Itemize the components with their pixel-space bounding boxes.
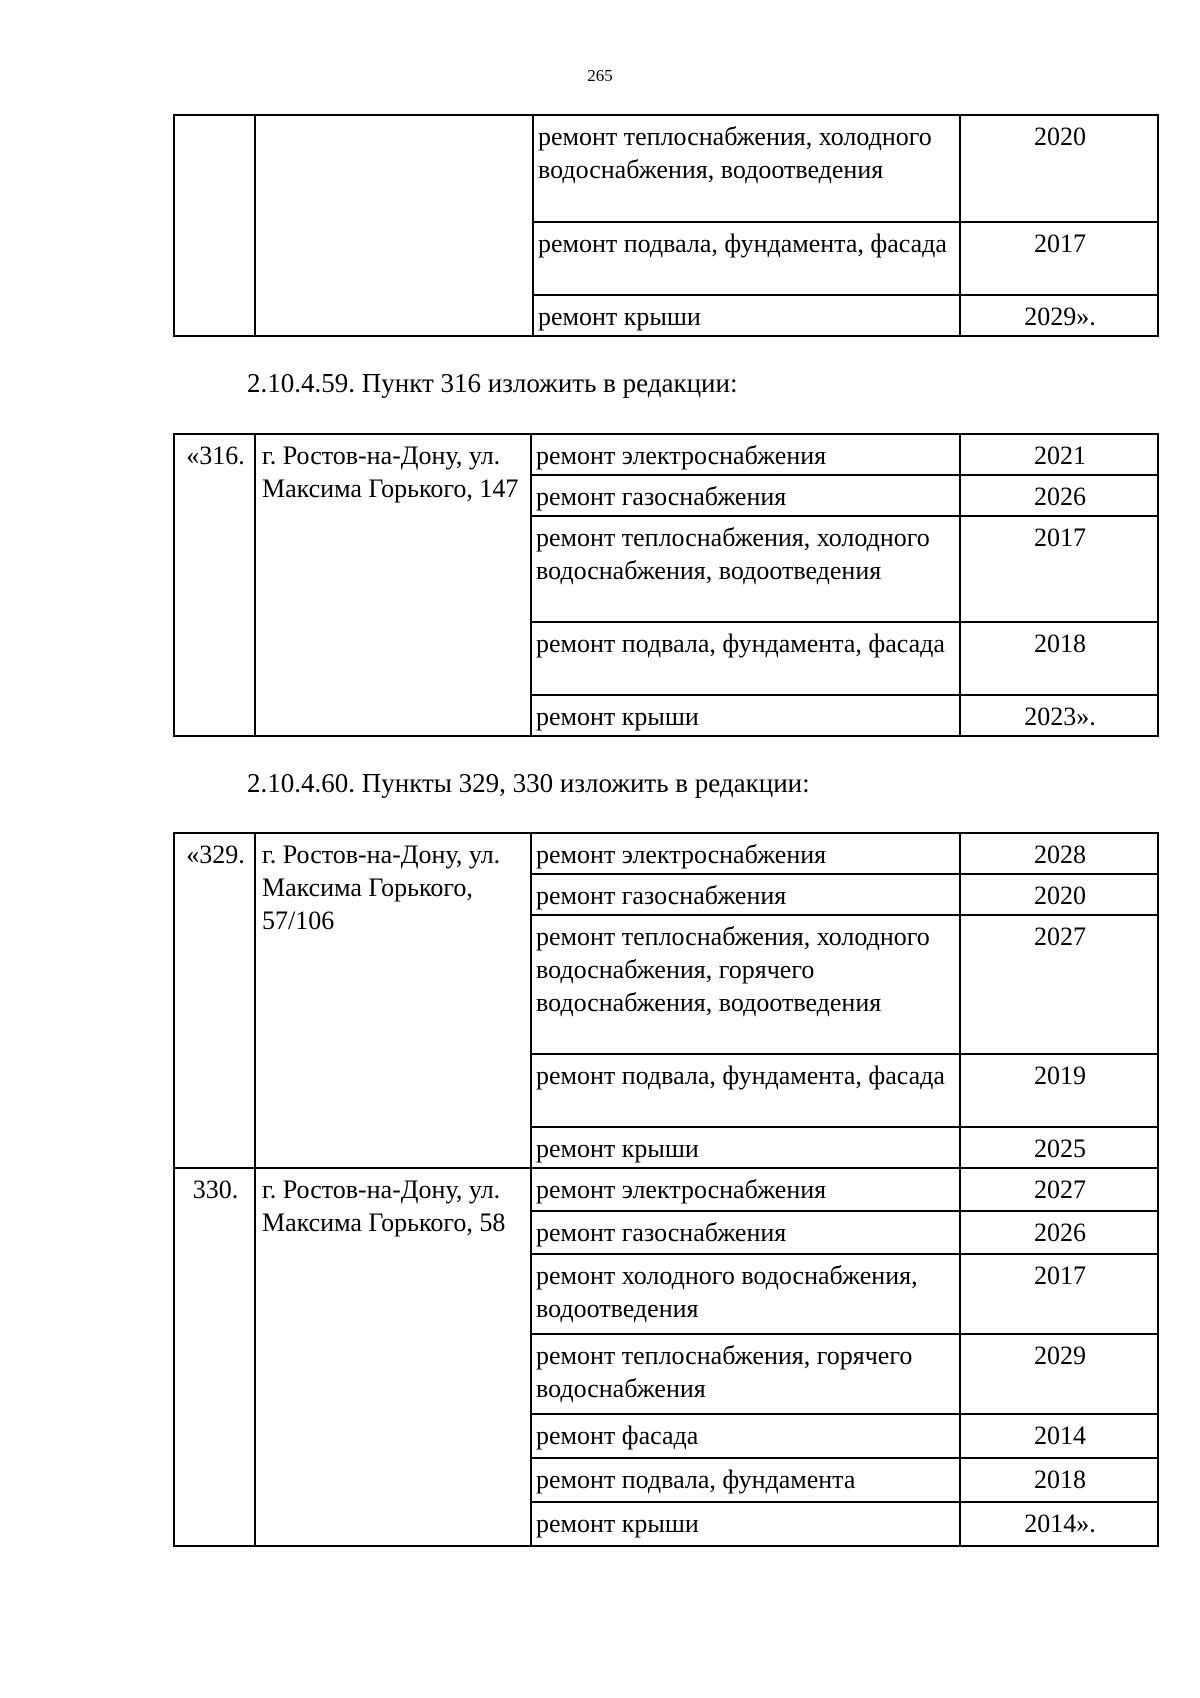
continuation-table xyxy=(173,114,1159,337)
work-cell: ремонт крыши xyxy=(531,1127,960,1168)
number-cell: «316. xyxy=(174,434,255,736)
work-cell: ремонт газоснабжения xyxy=(531,874,960,915)
year-cell: 2023». xyxy=(960,695,1158,736)
work-cell: ремонт фасада xyxy=(531,1414,960,1458)
work-cell: ремонт подвала, фундамента, фасада xyxy=(531,1054,960,1127)
table-row xyxy=(174,833,1158,874)
work-cell: ремонт крыши xyxy=(533,295,960,336)
table-row xyxy=(174,1168,1158,1211)
year-cell: 2014». xyxy=(960,1502,1158,1546)
year-cell: 2029 xyxy=(960,1334,1158,1414)
work-cell: ремонт подвала, фундамента, фасада xyxy=(533,222,960,295)
work-cell: ремонт газоснабжения xyxy=(531,475,960,516)
work-cell: ремонт электроснабжения xyxy=(531,1168,960,1211)
work-cell: ремонт подвала, фундамента xyxy=(531,1458,960,1502)
year-cell: 2029». xyxy=(960,295,1158,336)
section-heading-2-10-4-60: 2.10.4.60. Пункты 329, 330 изложить в редакции: xyxy=(247,768,810,798)
work-cell: ремонт холодного водоснабжения, водоотведения xyxy=(531,1254,960,1334)
year-cell: 2017 xyxy=(960,1254,1158,1334)
work-cell: ремонт газоснабжения xyxy=(531,1211,960,1254)
items-329-330-table xyxy=(173,832,1159,1547)
year-cell: 2018 xyxy=(960,1458,1158,1502)
work-cell: ремонт теплоснабжения, холодного водоснабжения, водоотведения xyxy=(531,516,960,622)
work-cell: ремонт электроснабжения xyxy=(531,833,960,874)
year-cell: 2026 xyxy=(960,475,1158,516)
table-row xyxy=(174,115,1158,222)
address-cell: г. Ростов-на-Дону, ул. Максима Горького, 57/106 xyxy=(255,833,531,1168)
work-cell: ремонт подвала, фундамента, фасада xyxy=(531,622,960,695)
number-cell: «329. xyxy=(174,833,255,1168)
work-cell: ремонт крыши xyxy=(531,1502,960,1546)
page-number: 265 xyxy=(587,66,613,85)
year-cell: 2021 xyxy=(960,434,1158,475)
year-cell: 2028 xyxy=(960,833,1158,874)
work-cell: ремонт крыши xyxy=(531,695,960,736)
work-cell: ремонт теплоснабжения, холодного водоснабжения, горячего водоснабжения, водоотведения xyxy=(531,915,960,1054)
table-row xyxy=(174,434,1158,475)
year-cell: 2014 xyxy=(960,1414,1158,1458)
section-heading-2-10-4-59: 2.10.4.59. Пункт 316 изложить в редакции: xyxy=(247,368,738,398)
year-cell: 2027 xyxy=(960,1168,1158,1211)
address-cell: г. Ростов-на-Дону, ул. Максима Горького, 58 xyxy=(255,1168,531,1546)
number-cell: 330. xyxy=(174,1168,255,1546)
work-cell: ремонт электроснабжения xyxy=(531,434,960,475)
work-cell: ремонт теплоснабжения, холодного водоснабжения, водоотведения xyxy=(533,115,960,222)
year-cell: 2018 xyxy=(960,622,1158,695)
work-cell: ремонт теплоснабжения, горячего водоснабжения xyxy=(531,1334,960,1414)
year-cell: 2017 xyxy=(960,222,1158,295)
year-cell: 2027 xyxy=(960,915,1158,1054)
year-cell: 2020 xyxy=(960,874,1158,915)
year-cell: 2020 xyxy=(960,115,1158,222)
number-cell xyxy=(174,115,255,336)
year-cell: 2025 xyxy=(960,1127,1158,1168)
item-316-table xyxy=(173,433,1159,737)
address-cell: г. Ростов-на-Дону, ул. Максима Горького, 147 xyxy=(255,434,531,736)
year-cell: 2019 xyxy=(960,1054,1158,1127)
year-cell: 2017 xyxy=(960,516,1158,622)
address-cell xyxy=(255,115,533,336)
year-cell: 2026 xyxy=(960,1211,1158,1254)
